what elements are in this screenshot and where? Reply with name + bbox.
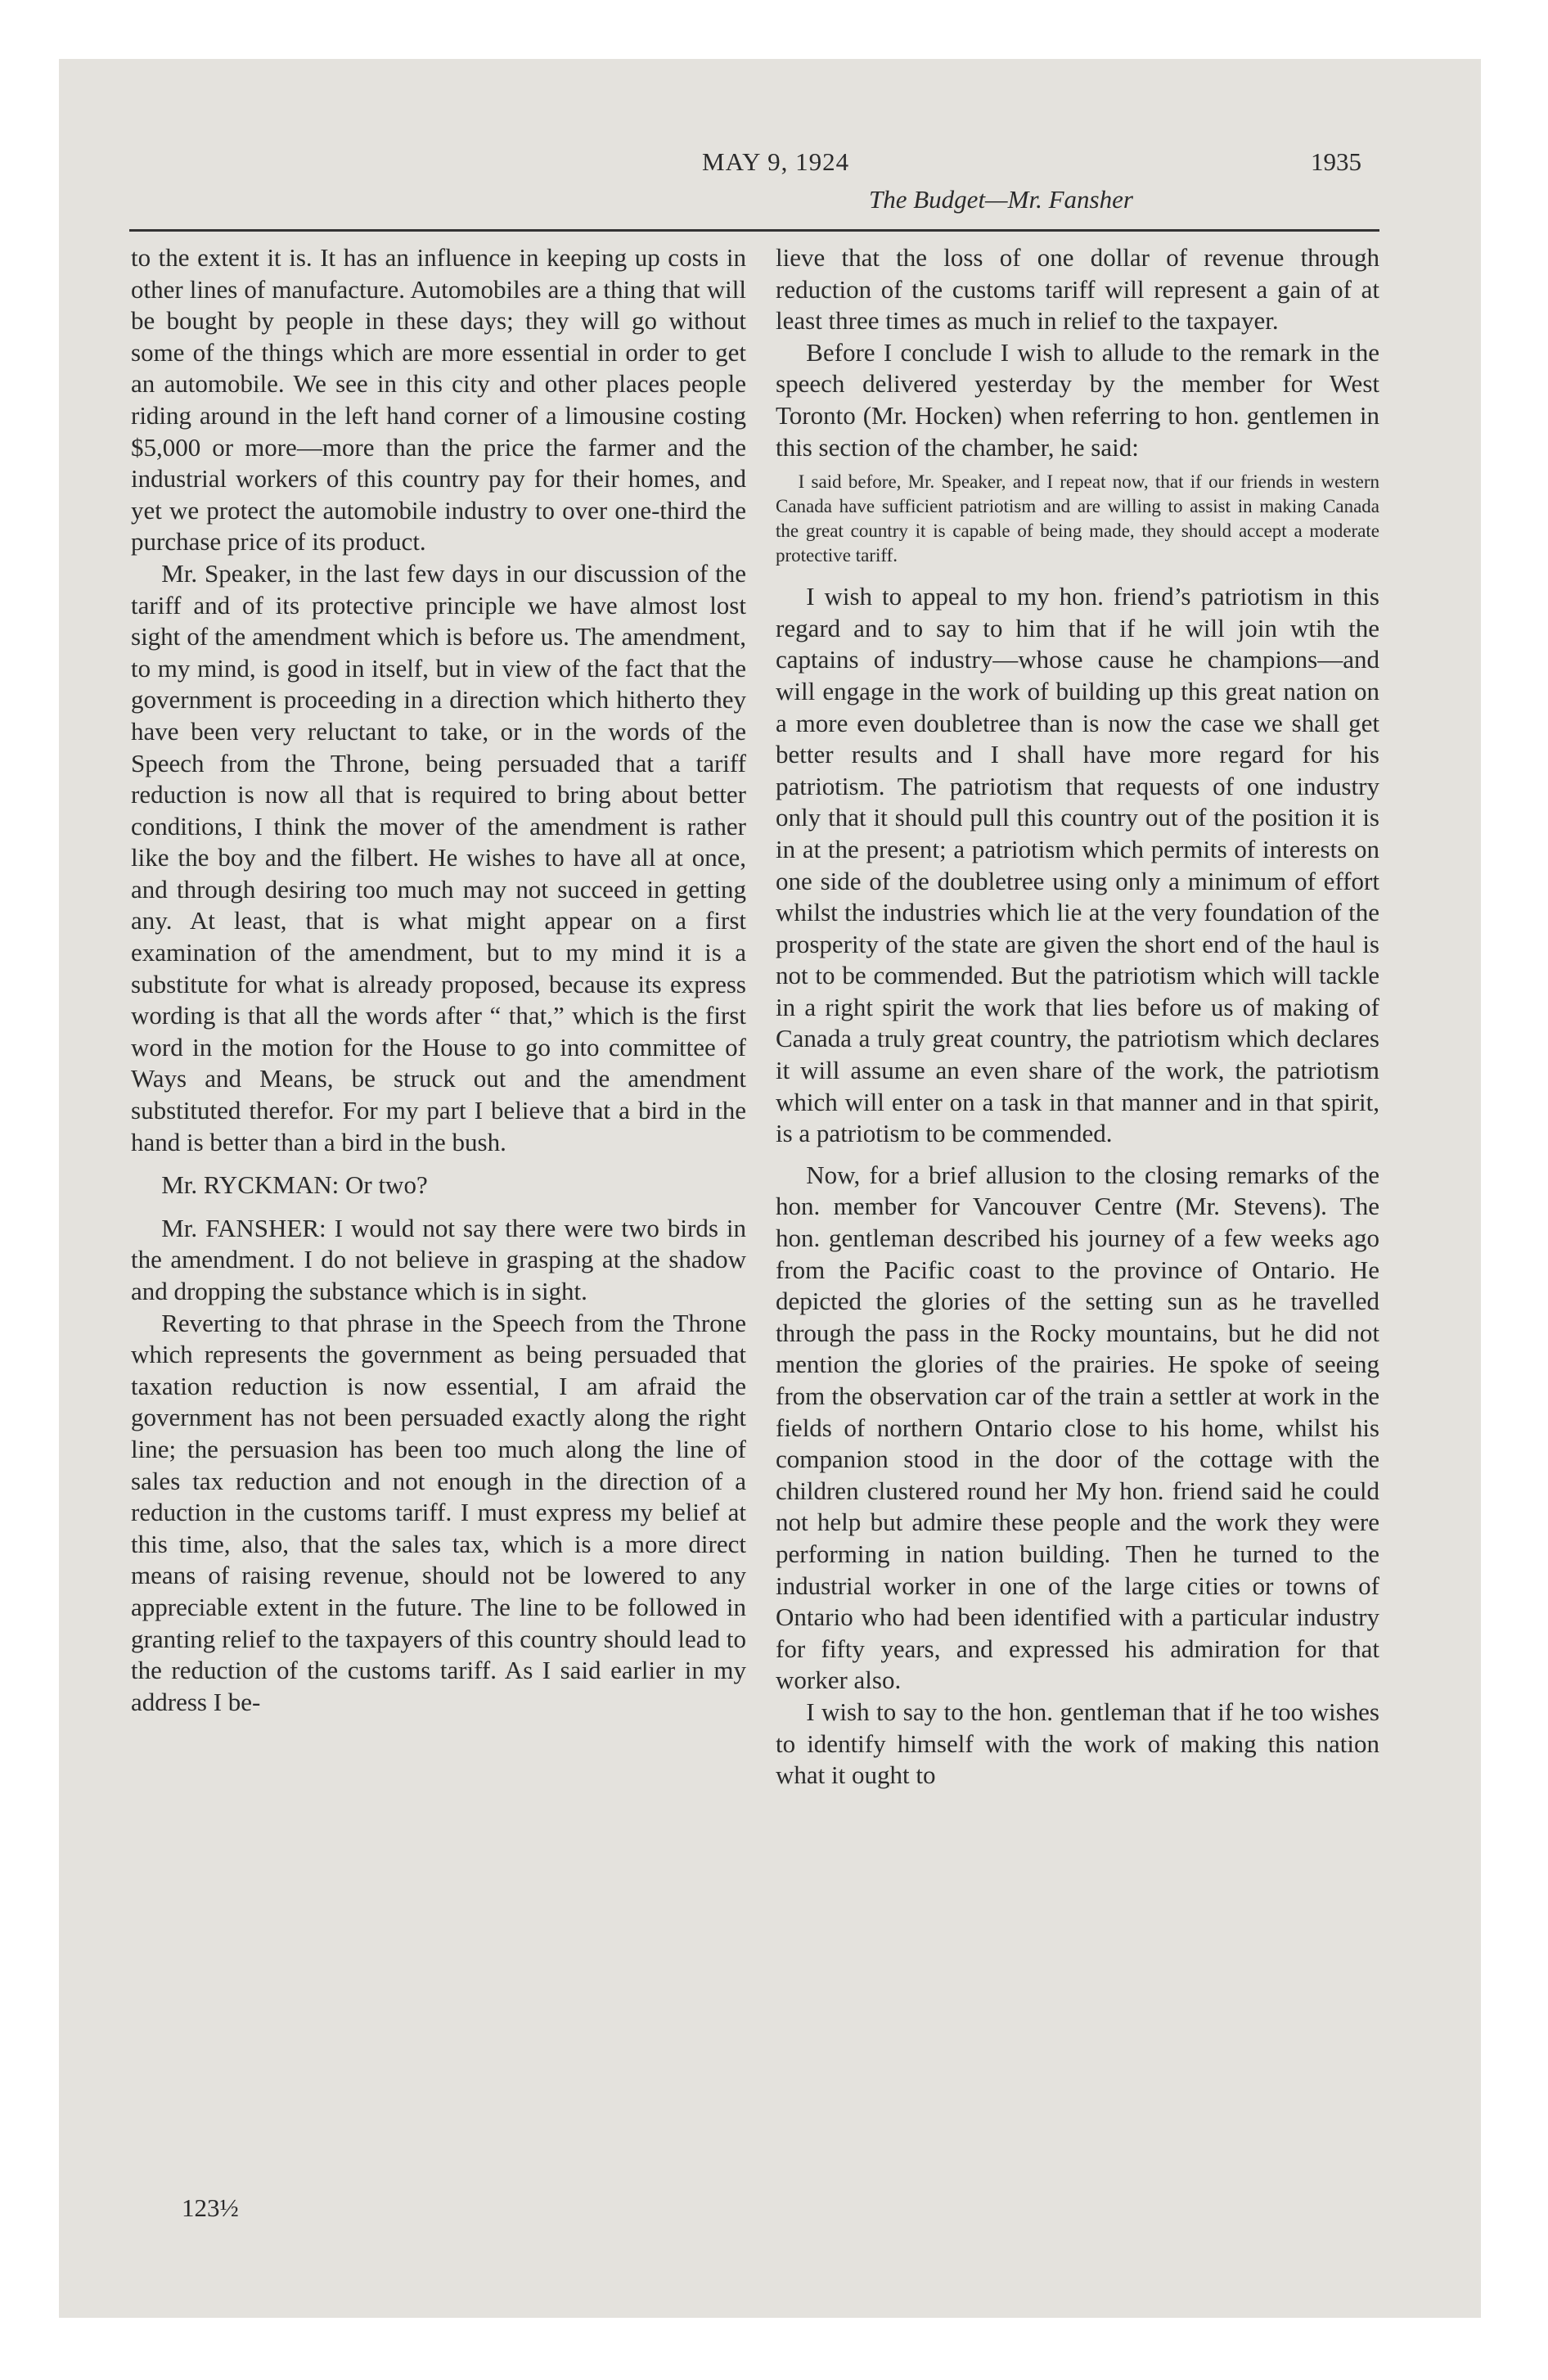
quote-text: I said before, Mr. Speaker, and I repeat now, that if our friends in western Canada have sufficient patriotism and are willing to assist in making Canada the great country it is capable of being made, they should accept a moderate protective tariff. — [776, 471, 1379, 566]
paragraph: Mr. Speaker, in the last few days in our discussion of the tariff and of its protective principle we have almost lost sight of the amendment which is before us. The amendment, to my mind, is good in itself, but in view of the fact that the government is proceeding in a direction which hitherto they have been very reluctant to take, or in the words of the Speech from the Throne, being persuaded that a tariff reduction is now all that is required to bring about better conditions, I think the mover of the amendment is rather like the boy and the filbert. He wishes to have all at once, and through desiring too much may not succeed in getting any. At least, that is what might appear on a first examination of the amendment, but to my mind it is a substitute for what is already proposed, because its express wording is that all the words after “ that,” which is the first word in the motion for the House to go into committee of Ways and Means, be struck out and the amendment substituted therefor. For my part I believe that a bird in the hand is better than a bird in the bush. — [131, 558, 746, 1156]
header-date: MAY 9, 1924 — [702, 147, 850, 176]
paragraph: lieve that the loss of one dollar of revenue through reduction of the customs tariff will represent a gain of at least three times as much in relief to the taxpayer. — [776, 243, 1379, 336]
header-rule — [129, 229, 1379, 232]
right-column — [776, 242, 1379, 1792]
signature-mark: 123½ — [182, 2193, 239, 2222]
paragraph: Now, for a brief allusion to the closing remarks of the hon. member for Vancouver Centre (Mr. Stevens). The hon. gentleman described his journey of a few weeks ago from the Pacific coast to the province of Ontario. He depicted the glories of the setting sun as he travelled through the pass in the Rocky mountains, but he did not mention the glories of the prairies. He spoke of seeing from the observation car of the train a settler at work in the fields of northern Ontario close to his home, whilst his companion stood in the door of the cottage with the children clustered round her My hon. friend said he could not help but admire these people and the work they were performing in nation building. Then he turned to the industrial worker in one of the large cities or towns of Ontario who had been identified with a particular industry for fifty years, and expressed his admiration for that worker also. — [776, 1160, 1379, 1695]
paragraph: I wish to say to the hon. gentleman that if he too wishes to identify himself with the work of making this nation what it ought to — [776, 1697, 1379, 1790]
paragraph: I wish to appeal to my hon. friend’s patriotism in this regard and to say to him that if he will join wtih the captains of industry—whose cause he champions—and will engage in the work of building up this great nation on a more even doubletree than is now the case we shall get better results and I shall have more regard for his patriotism. The patriotism that requests of one industry only that it should pull this country out of the position it is in at the present; a patriotism which permits of interests on one side of the doubletree using only a minimum of effort whilst the industries which lie at the very foundation of the prosperity of the state are given the short end of the haul is not to be commended. But the patriotism which will tackle in a right spirit the work that lies before us of making of Canada a truly great country, the patriotism which declares it will assume an even share of the work, the patriotism which will enter on a task in that manner and in that spirit, is a patriotism to be commended. — [776, 582, 1379, 1148]
paragraph: Before I conclude I wish to allude to the remark in the speech delivered yesterday by the member for West Toronto (Mr. Hocken) when referring to hon. gentlemen in this section of the chamber, he said: — [776, 337, 1379, 462]
block-quote — [776, 470, 1379, 568]
speaker-interjection: Mr. RYCKMAN: Or two? — [161, 1170, 428, 1200]
paragraph: to the extent it is. It has an influence in keeping up costs in other lines of manufacture. Automobiles are a thing that will be bought by people in these days; they will go without some of the things which are more essential in order to get an automobile. We see in this city and other places people riding around in the left hand corner of a limousine costing $5,000 or more—more than the price the farmer and the industrial workers of this country pay for their homes, and yet we protect the automobile industry to over one-third the purchase price of its product. — [131, 243, 746, 557]
paragraph: Reverting to that phrase in the Speech from the Throne which represents the government as being persuaded that taxation reduction is now essential, I am afraid the government has not been persuaded exactly along the right line; the persuasion has been too much along the line of sales tax reduction and not enough in the direction of a reduction in the customs tariff. I must express my belief at this time, also, that the sales tax, which is a more direct means of raising revenue, should not be lowered to any appreciable extent in the future. The line to be followed in granting relief to the taxpayers of this country should lead to the reduction of the customs tariff. As I said earlier in my address I be- — [131, 1308, 746, 1716]
left-column — [131, 242, 746, 1718]
page-number: 1935 — [1311, 147, 1361, 176]
paragraph: Mr. FANSHER: I would not say there were two birds in the amendment. I do not believe in grasping at the shadow and dropping the substance which is in sight. — [131, 1213, 746, 1305]
running-title: The Budget—Mr. Fansher — [869, 185, 1133, 214]
